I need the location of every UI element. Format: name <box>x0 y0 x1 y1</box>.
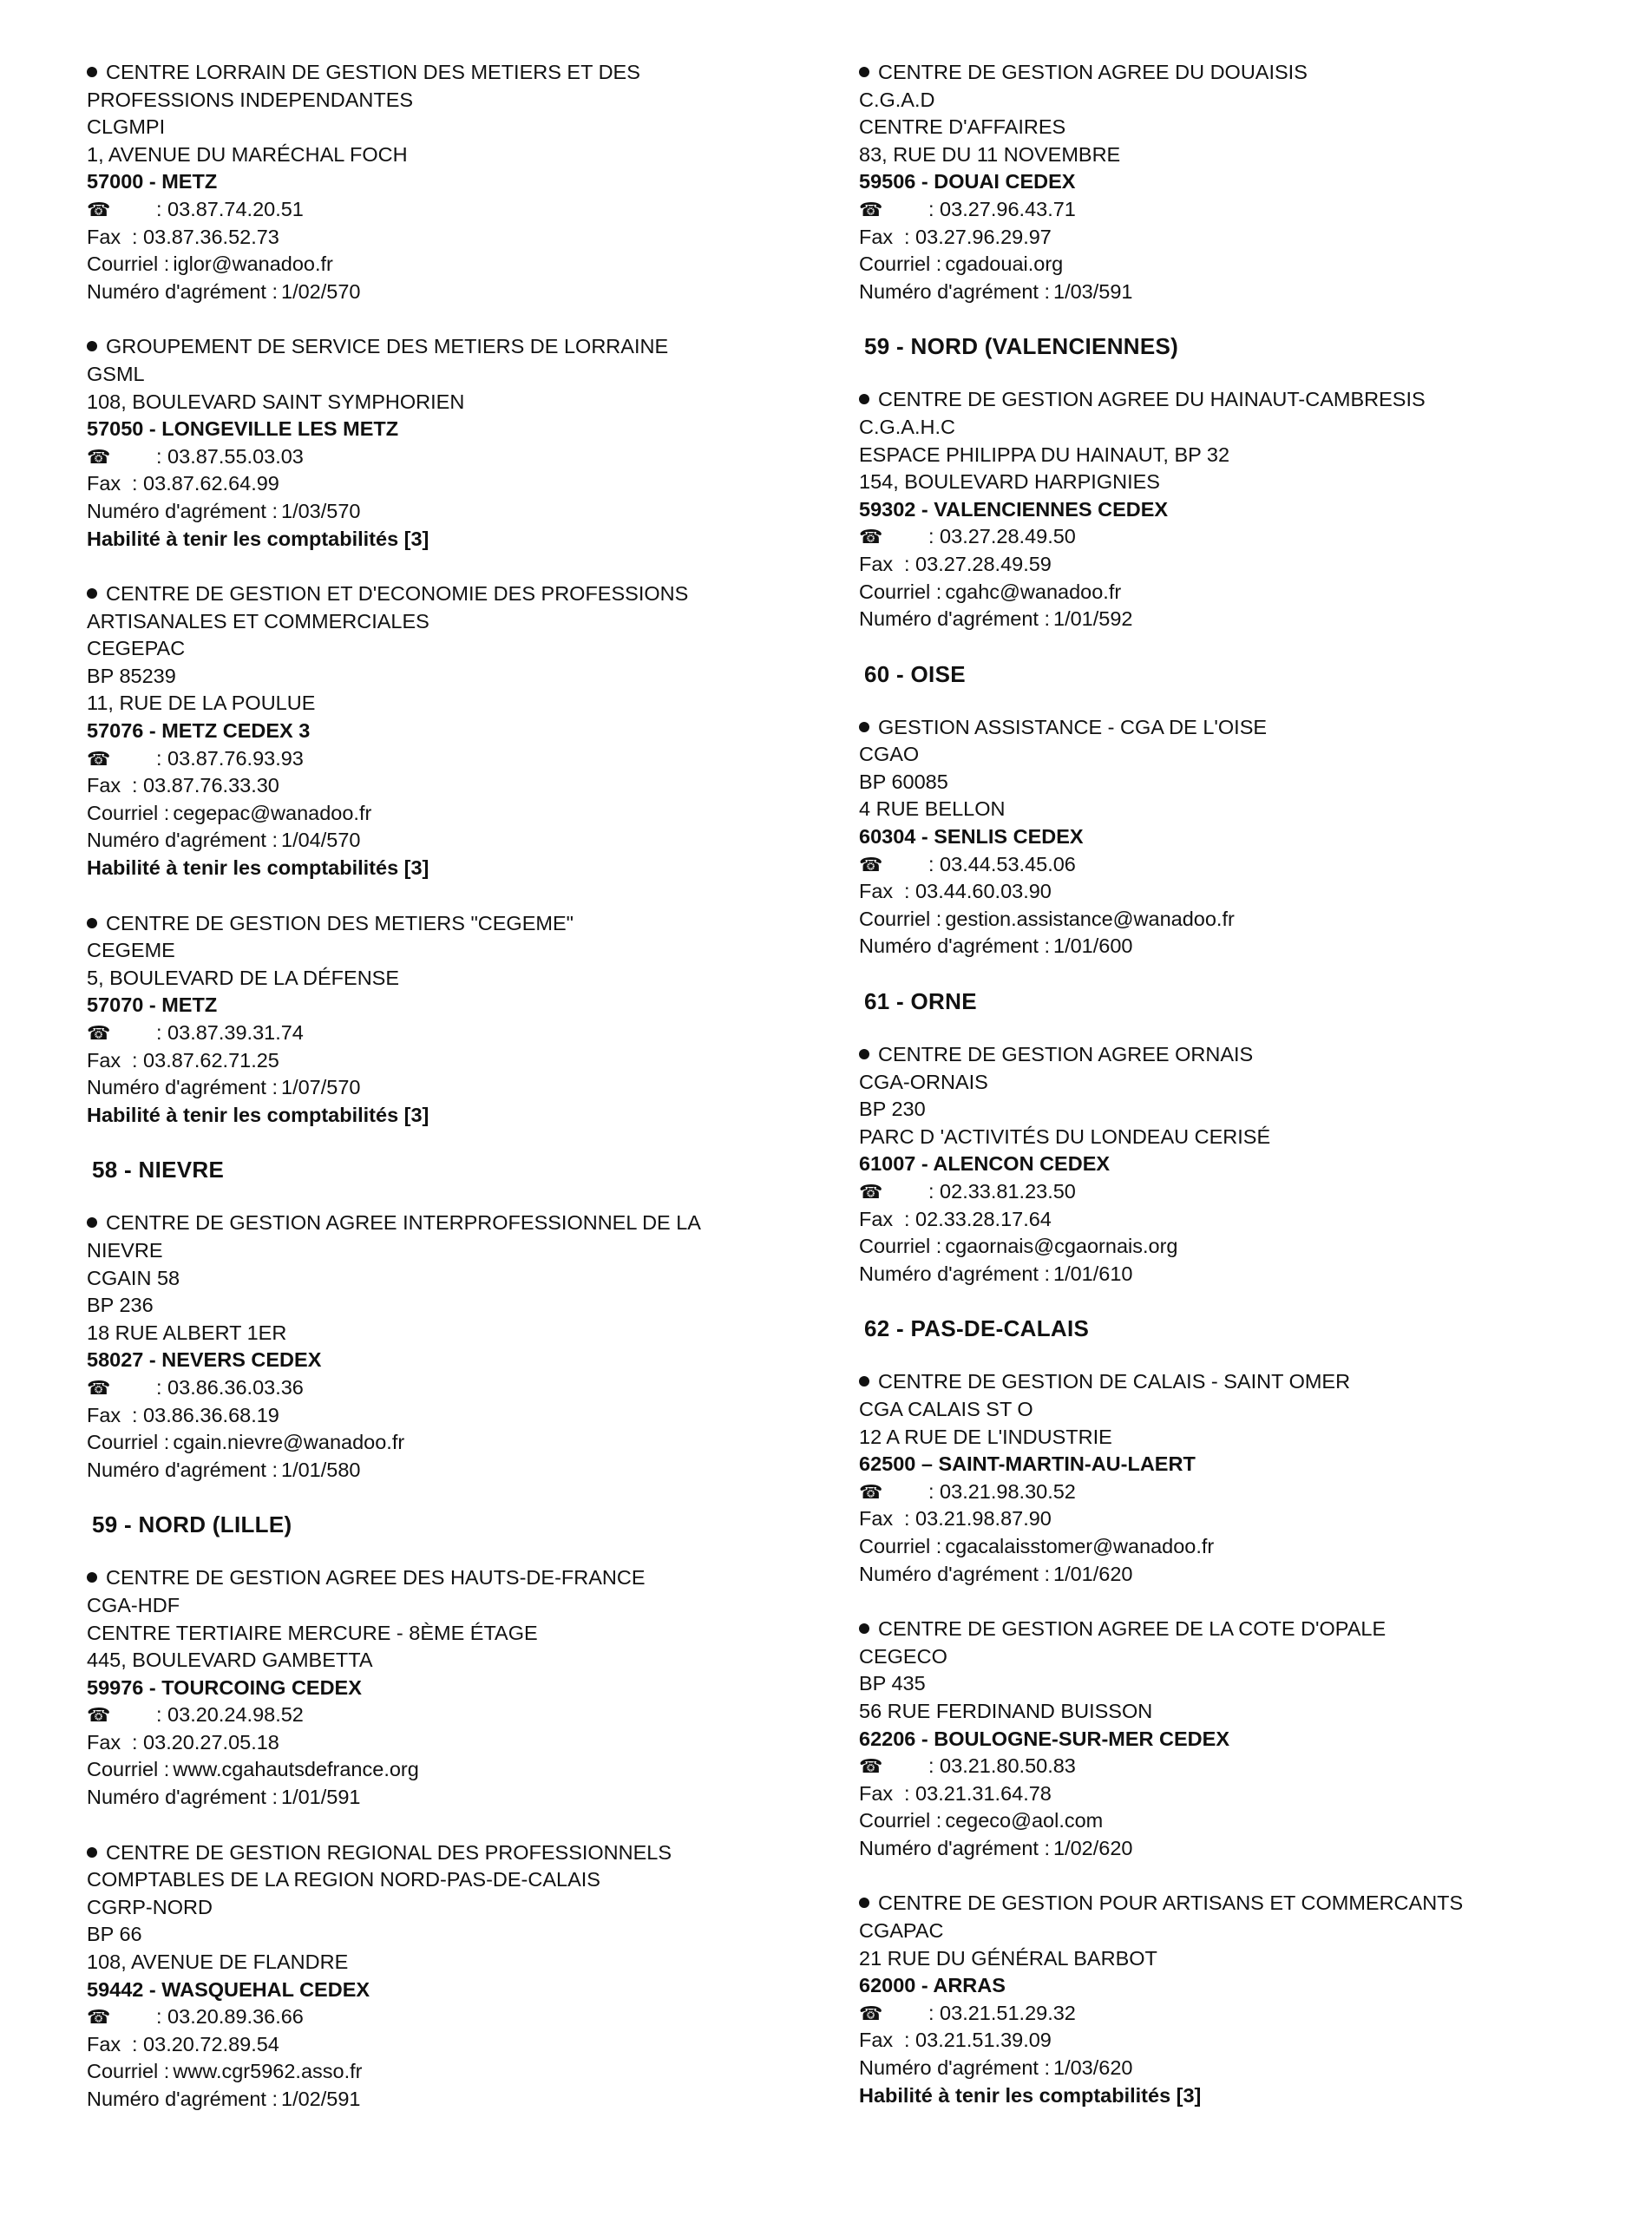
fax-line <box>87 2031 816 2059</box>
email-value: cgain.nievre@wanadoo.fr <box>173 1431 405 1454</box>
address-line: 4 RUE BELLON <box>859 797 1006 821</box>
address-line: 108, BOULEVARD SAINT SYMPHORIEN <box>87 390 465 413</box>
postal-city: 57070 - METZ <box>87 993 218 1017</box>
email-line <box>859 579 1570 606</box>
directory-entry <box>859 1041 1570 1288</box>
bullet-icon <box>87 918 97 928</box>
fax-line <box>87 1047 816 1075</box>
email-line <box>859 1233 1570 1261</box>
address-line: CGAPAC <box>859 1919 944 1943</box>
email-label: Courriel : <box>859 1235 942 1258</box>
fax-number: : 03.87.62.64.99 <box>132 472 279 495</box>
phone-number: : 03.27.96.43.71 <box>928 197 1076 220</box>
left-column <box>87 59 816 2141</box>
agreement-line <box>859 1261 1570 1288</box>
email-label: Courriel : <box>859 1534 942 1557</box>
fax-label: Fax <box>859 1781 894 1805</box>
address-line: BP 435 <box>859 1672 926 1695</box>
entry-name-text: PROFESSIONS INDEPENDANTES <box>87 88 414 111</box>
bullet-icon <box>859 722 869 732</box>
entry-name-text: ARTISANALES ET COMMERCIALES <box>87 609 429 633</box>
telephone-icon: ☎ <box>87 1376 111 1399</box>
email-value: iglor@wanadoo.fr <box>173 252 333 276</box>
phone-number: : 03.21.51.29.32 <box>928 2001 1076 2024</box>
telephone-icon: ☎ <box>859 1480 883 1503</box>
entry-name-text: CENTRE DE GESTION AGREE DE LA COTE D'OPALE <box>878 1617 1386 1641</box>
phone-number: : 03.27.28.49.50 <box>928 525 1076 548</box>
agreement-number: 1/02/570 <box>281 279 361 303</box>
postal-city: 62000 - ARRAS <box>859 1974 1006 1997</box>
department-heading: 59 - NORD (VALENCIENNES) <box>864 333 1179 360</box>
agreement-number: 1/03/620 <box>1053 2056 1133 2080</box>
fax-number: : 03.20.72.89.54 <box>132 2032 279 2055</box>
phone-line <box>87 1701 816 1729</box>
agreement-line <box>87 827 816 855</box>
agreement-line <box>859 279 1570 306</box>
email-line <box>859 251 1570 279</box>
fax-label: Fax <box>87 472 121 495</box>
agreement-label: Numéro d'agrément : <box>87 829 279 852</box>
agreement-line <box>87 2086 816 2114</box>
telephone-icon: ☎ <box>87 747 111 770</box>
email-label: Courriel : <box>87 801 170 824</box>
telephone-icon: ☎ <box>859 526 883 548</box>
postal-city: 59302 - VALENCIENNES CEDEX <box>859 497 1169 521</box>
agreement-label: Numéro d'agrément : <box>87 1076 279 1099</box>
phone-line <box>87 1374 816 1402</box>
entry-name-line <box>87 87 816 115</box>
agreement-number: 1/02/591 <box>281 2088 361 2110</box>
entry-name-text: CENTRE DE GESTION DES METIERS "CEGEME" <box>106 911 574 934</box>
directory-entry <box>859 1890 1570 2109</box>
phone-line <box>87 196 816 224</box>
agreement-line <box>87 1784 816 1812</box>
address-line: BP 85239 <box>87 664 176 687</box>
phone-line <box>87 745 816 773</box>
entry-name-line <box>87 333 816 361</box>
phone-number: : 03.87.76.93.93 <box>156 746 304 770</box>
phone-line <box>859 196 1570 224</box>
phone-line <box>859 2000 1570 2028</box>
email-value: www.cgahautsdefrance.org <box>173 1758 419 1781</box>
address-line: BP 236 <box>87 1294 154 1317</box>
address-line: CEGEPAC <box>87 637 186 660</box>
telephone-icon: ☎ <box>859 2002 883 2024</box>
email-line <box>859 1533 1570 1561</box>
department-heading: 61 - ORNE <box>864 988 977 1015</box>
address-line: CGA-ORNAIS <box>859 1070 988 1093</box>
address-line: CGA-HDF <box>87 1593 180 1616</box>
email-line <box>87 2058 816 2086</box>
address-line: 12 A RUE DE L'INDUSTRIE <box>859 1425 1112 1448</box>
bullet-icon <box>859 1623 869 1634</box>
right-column <box>859 59 1570 2137</box>
fax-label: Fax <box>859 225 894 248</box>
fax-number: : 02.33.28.17.64 <box>904 1207 1052 1230</box>
address-line: 445, BOULEVARD GAMBETTA <box>87 1649 373 1672</box>
phone-number: : 03.20.89.36.66 <box>156 2005 304 2029</box>
agreement-number: 1/03/570 <box>281 499 361 522</box>
agreement-label: Numéro d'agrément : <box>87 1458 279 1481</box>
fax-line <box>859 224 1570 252</box>
phone-number: : 03.87.55.03.03 <box>156 444 304 468</box>
email-line <box>859 1807 1570 1835</box>
postal-city: 60304 - SENLIS CEDEX <box>859 825 1084 849</box>
directory-entry <box>87 333 816 553</box>
email-line <box>87 1429 816 1457</box>
agreement-label: Numéro d'agrément : <box>859 1562 1051 1585</box>
entry-name-text: COMPTABLES DE LA REGION NORD-PAS-DE-CALAIS <box>87 1868 600 1891</box>
address-line: CGA CALAIS ST O <box>859 1397 1033 1420</box>
address-line: 18 RUE ALBERT 1ER <box>87 1321 287 1344</box>
telephone-icon: ☎ <box>87 1704 111 1727</box>
agreement-line <box>859 1835 1570 1863</box>
address-line: 108, AVENUE DE FLANDRE <box>87 1950 349 1974</box>
directory-entry <box>859 1616 1570 1862</box>
phone-number: : 03.86.36.03.36 <box>156 1375 304 1399</box>
agreement-label: Numéro d'agrément : <box>87 1786 279 1809</box>
fax-line <box>87 470 816 498</box>
address-line: CGAO <box>859 743 920 766</box>
agreement-line <box>859 606 1570 633</box>
address-line: CGRP-NORD <box>87 1895 213 1918</box>
fax-line <box>859 878 1570 906</box>
directory-entry <box>859 1368 1570 1588</box>
entry-name-text: NIEVRE <box>87 1238 163 1262</box>
postal-city: 58027 - NEVERS CEDEX <box>87 1348 322 1372</box>
agreement-line <box>87 1074 816 1102</box>
email-line <box>859 906 1570 934</box>
entry-name-text: GROUPEMENT DE SERVICE DES METIERS DE LORRAINE <box>106 335 669 358</box>
agreement-number: 1/02/620 <box>1053 1836 1133 1859</box>
email-value: cegepac@wanadoo.fr <box>173 801 372 824</box>
fax-label: Fax <box>87 2032 121 2055</box>
agreement-label: Numéro d'agrément : <box>87 2088 279 2110</box>
agreement-number: 1/01/600 <box>1053 934 1133 958</box>
email-label: Courriel : <box>859 907 942 930</box>
bullet-icon <box>859 394 869 404</box>
address-line: 5, BOULEVARD DE LA DÉFENSE <box>87 966 400 989</box>
bullet-icon <box>87 1217 97 1228</box>
email-label: Courriel : <box>87 2060 170 2083</box>
fax-number: : 03.87.76.33.30 <box>132 774 279 797</box>
directory-entry <box>859 386 1570 633</box>
email-label: Courriel : <box>859 252 942 276</box>
phone-line <box>87 443 816 471</box>
address-line: C.G.A.D <box>859 88 935 111</box>
phone-line <box>859 1178 1570 1206</box>
fax-label: Fax <box>87 1730 121 1754</box>
bullet-icon <box>87 588 97 599</box>
fax-label: Fax <box>859 1507 894 1531</box>
entry-name-text: CENTRE DE GESTION AGREE DU DOUAISIS <box>878 61 1308 83</box>
email-value: cgahc@wanadoo.fr <box>945 580 1122 603</box>
telephone-icon: ☎ <box>87 198 111 220</box>
agreement-label: Numéro d'agrément : <box>859 2056 1051 2080</box>
address-line: BP 66 <box>87 1923 142 1946</box>
telephone-icon: ☎ <box>859 198 883 220</box>
bullet-icon <box>87 341 97 351</box>
entry-name-line <box>859 1616 1570 1643</box>
fax-line <box>859 551 1570 579</box>
bullet-icon <box>87 1572 97 1583</box>
agreement-number: 1/03/591 <box>1053 279 1133 303</box>
fax-label: Fax <box>859 552 894 575</box>
telephone-icon: ☎ <box>859 853 883 875</box>
entry-name-text: CENTRE DE GESTION ET D'ECONOMIE DES PROFESSIONS <box>106 582 689 606</box>
address-line: GSML <box>87 362 145 385</box>
fax-number: : 03.21.51.39.09 <box>904 2029 1052 2052</box>
agreement-line <box>87 1457 816 1485</box>
telephone-icon: ☎ <box>859 1181 883 1203</box>
directory-entry <box>87 580 816 882</box>
telephone-icon: ☎ <box>859 1755 883 1778</box>
email-label: Courriel : <box>859 1809 942 1832</box>
entry-name-text: GESTION ASSISTANCE - CGA DE L'OISE <box>878 715 1268 738</box>
fax-line <box>859 1206 1570 1234</box>
entry-name-text: CENTRE DE GESTION AGREE DU HAINAUT-CAMBRESIS <box>878 388 1426 411</box>
entry-name-text: CENTRE LORRAIN DE GESTION DES METIERS ET DES <box>106 61 640 83</box>
address-line: 1, AVENUE DU MARÉCHAL FOCH <box>87 142 408 166</box>
address-line: 56 RUE FERDINAND BUISSON <box>859 1699 1153 1722</box>
telephone-icon: ☎ <box>87 1022 111 1044</box>
phone-line <box>859 851 1570 879</box>
address-line: 154, BOULEVARD HARPIGNIES <box>859 470 1160 494</box>
address-line: PARC D 'ACTIVITÉS DU LONDEAU CERISÉ <box>859 1124 1271 1148</box>
fax-label: Fax <box>859 1207 894 1230</box>
fax-number: : 03.21.98.87.90 <box>904 1507 1052 1531</box>
phone-number: : 03.87.39.31.74 <box>156 1021 304 1044</box>
directory-entry <box>87 910 816 1130</box>
address-line: C.G.A.H.C <box>859 415 955 438</box>
entry-name-line <box>87 910 816 938</box>
entry-name-line <box>859 59 1570 87</box>
entry-name-text: CENTRE DE GESTION AGREE ORNAIS <box>878 1043 1254 1066</box>
agreement-line <box>859 1561 1570 1589</box>
entry-name-line <box>87 1839 816 1867</box>
telephone-icon: ☎ <box>87 2006 111 2029</box>
entry-name-line <box>859 714 1570 742</box>
entry-name-line <box>87 1210 816 1237</box>
address-line: CEGECO <box>859 1644 947 1668</box>
bullet-icon <box>87 1847 97 1858</box>
email-label: Courriel : <box>87 252 170 276</box>
email-value: cgacalaisstomer@wanadoo.fr <box>945 1534 1215 1557</box>
agreement-label: Numéro d'agrément : <box>859 1836 1051 1859</box>
entry-name-line <box>859 1368 1570 1396</box>
address-line: 21 RUE DU GÉNÉRAL BARBOT <box>859 1946 1157 1970</box>
fax-number: : 03.27.28.49.59 <box>904 552 1052 575</box>
postal-city: 62500 – SAINT-MARTIN-AU-LAERT <box>859 1452 1196 1476</box>
agreement-number: 1/07/570 <box>281 1076 361 1099</box>
address-line: CEGEME <box>87 939 175 962</box>
email-value: cgaornais@cgaornais.org <box>945 1235 1178 1258</box>
address-line: CENTRE TERTIAIRE MERCURE - 8ÈME ÉTAGE <box>87 1621 538 1644</box>
phone-line <box>87 2003 816 2031</box>
department-heading: 59 - NORD (LILLE) <box>92 1511 292 1538</box>
entry-name-text: CENTRE DE GESTION DE CALAIS - SAINT OMER <box>878 1370 1351 1393</box>
directory-entry <box>87 1839 816 2114</box>
entry-name-line <box>859 1890 1570 1918</box>
agreement-line <box>87 498 816 526</box>
phone-line <box>859 523 1570 551</box>
phone-number: : 03.87.74.20.51 <box>156 197 304 220</box>
email-label: Courriel : <box>87 1758 170 1781</box>
address-line: 83, RUE DU 11 NOVEMBRE <box>859 142 1121 166</box>
agreement-label: Numéro d'agrément : <box>859 934 1051 958</box>
email-line <box>87 800 816 828</box>
department-heading: 60 - OISE <box>864 660 966 687</box>
bullet-icon <box>87 67 97 77</box>
entry-name-text: CENTRE DE GESTION POUR ARTISANS ET COMMERCANTS <box>878 1891 1464 1915</box>
agreement-number: 1/01/620 <box>1053 1562 1133 1585</box>
entry-name-line <box>87 580 816 608</box>
postal-city: 57050 - LONGEVILLE LES METZ <box>87 417 399 441</box>
fax-label: Fax <box>87 1403 121 1426</box>
fax-line <box>859 2027 1570 2055</box>
agreement-line <box>859 2055 1570 2082</box>
fax-label: Fax <box>859 2029 894 2052</box>
agreement-number: 1/01/580 <box>281 1458 361 1481</box>
postal-city: 57076 - METZ CEDEX 3 <box>87 719 311 743</box>
habilitation-note: Habilité à tenir les comptabilités [3] <box>859 2083 1202 2107</box>
entry-name-line <box>87 59 816 87</box>
directory-entry <box>87 1564 816 1811</box>
entry-name-line <box>87 1237 816 1265</box>
fax-number: : 03.87.62.71.25 <box>132 1048 279 1072</box>
fax-label: Fax <box>859 880 894 903</box>
agreement-label: Numéro d'agrément : <box>859 1262 1051 1285</box>
directory-entry <box>859 59 1570 305</box>
phone-line <box>859 1478 1570 1506</box>
postal-city: 59506 - DOUAI CEDEX <box>859 170 1076 193</box>
fax-line <box>87 772 816 800</box>
fax-line <box>87 1729 816 1757</box>
habilitation-note: Habilité à tenir les comptabilités [3] <box>87 527 429 550</box>
bullet-icon <box>859 67 869 77</box>
fax-number: : 03.21.31.64.78 <box>904 1781 1052 1805</box>
fax-line <box>859 1505 1570 1533</box>
entry-name-text: CENTRE DE GESTION AGREE INTERPROFESSIONNEL DE LA <box>106 1211 701 1235</box>
entry-name-line <box>87 608 816 636</box>
agreement-number: 1/01/592 <box>1053 607 1133 631</box>
agreement-number: 1/04/570 <box>281 829 361 852</box>
entry-name-text: CENTRE DE GESTION AGREE DES HAUTS-DE-FRANCE <box>106 1566 646 1590</box>
email-value: cegeco@aol.com <box>945 1809 1104 1832</box>
email-label: Courriel : <box>859 580 942 603</box>
address-line: CGAIN 58 <box>87 1266 180 1289</box>
postal-city: 61007 - ALENCON CEDEX <box>859 1152 1111 1176</box>
email-line <box>87 1756 816 1784</box>
agreement-label: Numéro d'agrément : <box>87 499 279 522</box>
agreement-number: 1/01/610 <box>1053 1262 1133 1285</box>
agreement-number: 1/01/591 <box>281 1786 361 1809</box>
email-label: Courriel : <box>87 1431 170 1454</box>
address-line: ESPACE PHILIPPA DU HAINAUT, BP 32 <box>859 443 1230 466</box>
postal-city: 59442 - WASQUEHAL CEDEX <box>87 1977 370 2001</box>
bullet-icon <box>859 1376 869 1387</box>
address-line: BP 60085 <box>859 770 948 793</box>
bullet-icon <box>859 1898 869 1908</box>
fax-number: : 03.86.36.68.19 <box>132 1403 279 1426</box>
fax-line <box>87 224 816 252</box>
phone-line <box>87 1019 816 1047</box>
email-value: www.cgr5962.asso.fr <box>173 2060 363 2083</box>
habilitation-note: Habilité à tenir les comptabilités [3] <box>87 1103 429 1126</box>
telephone-icon: ☎ <box>87 445 111 468</box>
fax-number: : 03.20.27.05.18 <box>132 1730 279 1754</box>
fax-label: Fax <box>87 225 121 248</box>
agreement-line <box>859 933 1570 960</box>
agreement-label: Numéro d'agrément : <box>859 607 1051 631</box>
phone-number: : 03.20.24.98.52 <box>156 1703 304 1727</box>
department-heading: 58 - NIEVRE <box>92 1157 225 1183</box>
address-line: CLGMPI <box>87 115 166 139</box>
department-heading: 62 - PAS-DE-CALAIS <box>864 1315 1090 1342</box>
entry-name-text: CENTRE DE GESTION REGIONAL DES PROFESSIONNELS <box>106 1840 672 1864</box>
directory-entry <box>859 714 1570 960</box>
habilitation-note: Habilité à tenir les comptabilités [3] <box>87 856 429 880</box>
fax-label: Fax <box>87 774 121 797</box>
phone-number: : 03.44.53.45.06 <box>928 852 1076 875</box>
fax-number: : 03.44.60.03.90 <box>904 880 1052 903</box>
phone-line <box>859 1753 1570 1780</box>
email-value: cgadouai.org <box>945 252 1064 276</box>
directory-entry <box>87 1210 816 1484</box>
agreement-label: Numéro d'agrément : <box>87 279 279 303</box>
fax-number: : 03.87.36.52.73 <box>132 225 279 248</box>
entry-name-line <box>87 1866 816 1894</box>
postal-city: 59976 - TOURCOING CEDEX <box>87 1675 362 1699</box>
agreement-label: Numéro d'agrément : <box>859 279 1051 303</box>
postal-city: 57000 - METZ <box>87 170 218 193</box>
entry-name-line <box>859 386 1570 414</box>
fax-number: : 03.27.96.29.97 <box>904 225 1052 248</box>
fax-line <box>87 1402 816 1430</box>
entry-name-line <box>859 1041 1570 1069</box>
fax-line <box>859 1780 1570 1808</box>
address-line: 11, RUE DE LA POULUE <box>87 692 316 715</box>
email-value: gestion.assistance@wanadoo.fr <box>945 907 1235 930</box>
phone-number: : 03.21.98.30.52 <box>928 1479 1076 1503</box>
directory-entry <box>87 59 816 305</box>
entry-name-line <box>87 1564 816 1592</box>
phone-number: : 02.33.81.23.50 <box>928 1180 1076 1203</box>
agreement-line <box>87 279 816 306</box>
bullet-icon <box>859 1049 869 1059</box>
postal-city: 62206 - BOULOGNE-SUR-MER CEDEX <box>859 1727 1229 1750</box>
fax-label: Fax <box>87 1048 121 1072</box>
phone-number: : 03.21.80.50.83 <box>928 1754 1076 1778</box>
email-line <box>87 251 816 279</box>
address-line: CENTRE D'AFFAIRES <box>859 115 1066 139</box>
address-line: BP 230 <box>859 1098 926 1121</box>
